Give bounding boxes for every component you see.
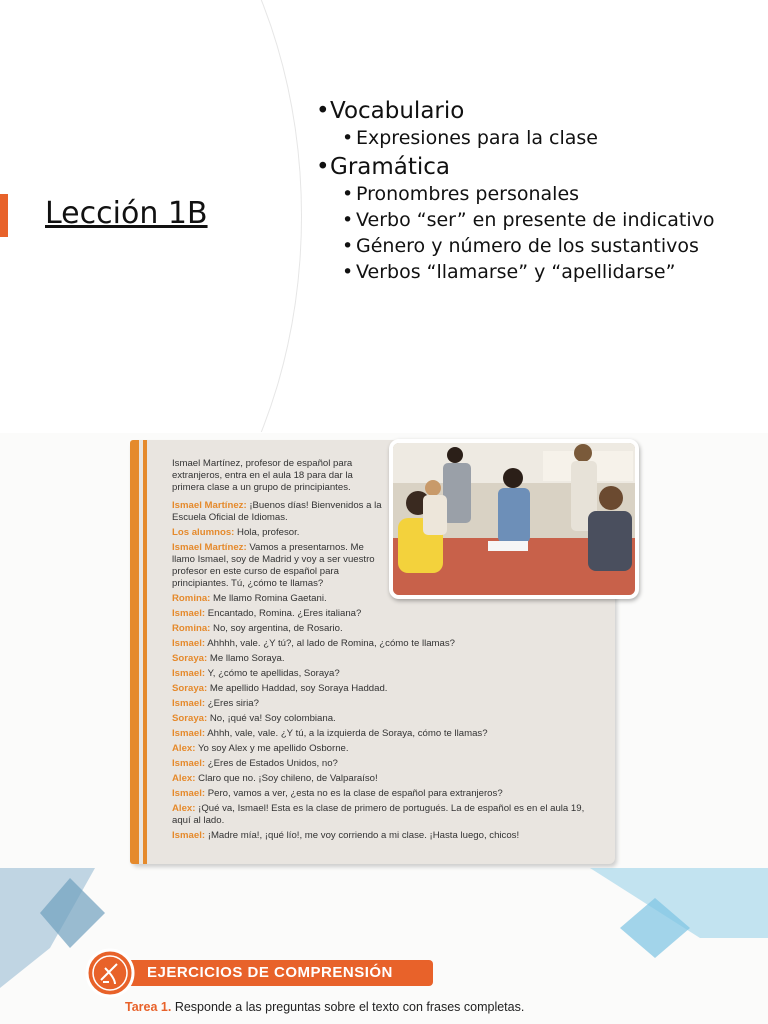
card-spine-line bbox=[143, 440, 147, 864]
topic-list bbox=[316, 96, 761, 286]
speaker-name: Ismael Martínez: bbox=[172, 500, 247, 511]
speaker-name: Soraya: bbox=[172, 653, 208, 664]
lesson-slide bbox=[0, 0, 768, 432]
task-text: Responde a las preguntas sobre el texto con frases completas. bbox=[174, 1000, 525, 1014]
line-text: No, soy argentina, de Rosario. bbox=[213, 623, 343, 634]
speaker-name: Ismael: bbox=[172, 608, 206, 619]
sub-bullet: • Expresiones para la clase bbox=[342, 127, 598, 149]
slide-title: Lección 1B bbox=[45, 196, 208, 231]
line-text: Me llamo Romina Gaetani. bbox=[213, 593, 327, 604]
dialogue-line bbox=[172, 542, 382, 590]
line-text: Encantado, Romina. ¿Eres italiana? bbox=[207, 608, 362, 619]
dialogue-line bbox=[172, 638, 592, 650]
dialogue-line bbox=[172, 830, 592, 842]
dialogue-line bbox=[172, 623, 592, 635]
satellite-dish-icon bbox=[85, 948, 135, 998]
line-text: ¡Qué va, Ismael! Esta es la clase de primero de portugués. La de español es en el aula 19, aquí al lado. bbox=[172, 803, 585, 826]
dialogue-line bbox=[172, 743, 592, 755]
speaker-name: Romina: bbox=[172, 593, 211, 604]
speaker-name: Romina: bbox=[172, 623, 211, 634]
task-instruction bbox=[125, 1000, 524, 1014]
bullet-vocabulario: •Vocabulario bbox=[316, 98, 465, 124]
dialogue-line bbox=[172, 713, 592, 725]
speaker-name: Ismael Martínez: bbox=[172, 542, 247, 553]
line-text: ¿Eres siria? bbox=[207, 698, 259, 709]
classroom-illustration bbox=[393, 443, 635, 595]
dialogue-line bbox=[172, 698, 592, 710]
speaker-name: Soraya: bbox=[172, 713, 208, 724]
line-text: ¿Eres de Estados Unidos, no? bbox=[207, 758, 338, 769]
dialogue-line bbox=[172, 527, 382, 539]
line-text: No, ¡qué va! Soy colombiana. bbox=[209, 713, 336, 724]
dialogue-line bbox=[172, 728, 592, 740]
speaker-name: Ismael: bbox=[172, 758, 206, 769]
line-text: Me apellido Haddad, soy Soraya Haddad. bbox=[209, 683, 388, 694]
speaker-name: Alex: bbox=[172, 773, 196, 784]
sub-bullet: • Género y número de los sustantivos bbox=[342, 235, 699, 257]
classroom-photo bbox=[389, 439, 639, 599]
line-text: Ahhh, vale, vale. ¿Y tú, a la izquierda de Soraya, cómo te llamas? bbox=[207, 728, 488, 739]
dialogue-line bbox=[172, 683, 592, 695]
line-text: Vamos a presentarnos. Me llamo Ismael, soy de Madrid y voy a ser vuestro profesor en este curso de español para principiantes. Tú, ¿cómo te llamas? bbox=[172, 542, 375, 589]
line-text: Claro que no. ¡Soy chileno, de Valparaíso! bbox=[198, 773, 378, 784]
line-text: Me llamo Soraya. bbox=[209, 653, 285, 664]
speaker-name: Alex: bbox=[172, 803, 196, 814]
dialogue-line bbox=[172, 608, 592, 620]
dialogue-line bbox=[172, 758, 592, 770]
exercises-header bbox=[85, 956, 435, 988]
dialogue-line bbox=[172, 803, 592, 827]
line-text: ¡Buenos días! Bienvenidos a la Escuela Oficial de Idiomas. bbox=[172, 500, 382, 523]
accent-bar bbox=[0, 194, 8, 237]
line-text: ¡Madre mía!, ¡qué lío!, me voy corriendo a mi clase. ¡Hasta luego, chicos! bbox=[207, 830, 520, 841]
card-spine bbox=[130, 440, 139, 864]
line-text: Hola, profesor. bbox=[237, 527, 300, 538]
speaker-name: Ismael: bbox=[172, 830, 206, 841]
dialogue-line bbox=[172, 668, 592, 680]
dialogue-line bbox=[172, 788, 592, 800]
speaker-name: Los alumnos: bbox=[172, 527, 235, 538]
speaker-name: Ismael: bbox=[172, 668, 206, 679]
line-text: Y, ¿cómo te apellidas, Soraya? bbox=[207, 668, 340, 679]
line-text: Pero, vamos a ver, ¿esta no es la clase de español para extranjeros? bbox=[207, 788, 503, 799]
dialogue-line bbox=[172, 500, 382, 524]
line-text: Yo soy Alex y me apellido Osborne. bbox=[197, 743, 349, 754]
exercises-label: EJERCICIOS DE COMPRENSIÓN bbox=[127, 960, 433, 986]
dialogue-line bbox=[172, 773, 592, 785]
sub-bullet: • Verbos “llamarse” y “apellidarse” bbox=[342, 261, 676, 283]
textbook-page bbox=[0, 433, 768, 1024]
speaker-name: Ismael: bbox=[172, 788, 206, 799]
bullet-gramatica: •Gramática bbox=[316, 154, 451, 180]
speaker-name: Ismael: bbox=[172, 728, 206, 739]
speaker-name: Alex: bbox=[172, 743, 196, 754]
speaker-name: Ismael: bbox=[172, 638, 206, 649]
line-text: Ahhhh, vale. ¿Y tú?, al lado de Romina, ¿cómo te llamas? bbox=[207, 638, 456, 649]
task-label: Tarea 1. bbox=[125, 1000, 172, 1014]
sub-bullet: • Verbo “ser” en presente de indicativo bbox=[342, 209, 715, 231]
speaker-name: Ismael: bbox=[172, 698, 206, 709]
sub-bullet: • Pronombres personales bbox=[342, 183, 580, 205]
speaker-name: Soraya: bbox=[172, 683, 208, 694]
intro-paragraph: Ismael Martínez, profesor de español para extranjeros, entra en el aula 18 para dar la primera clase a un grupo de principiantes. bbox=[172, 458, 353, 493]
dialogue-line bbox=[172, 653, 592, 665]
